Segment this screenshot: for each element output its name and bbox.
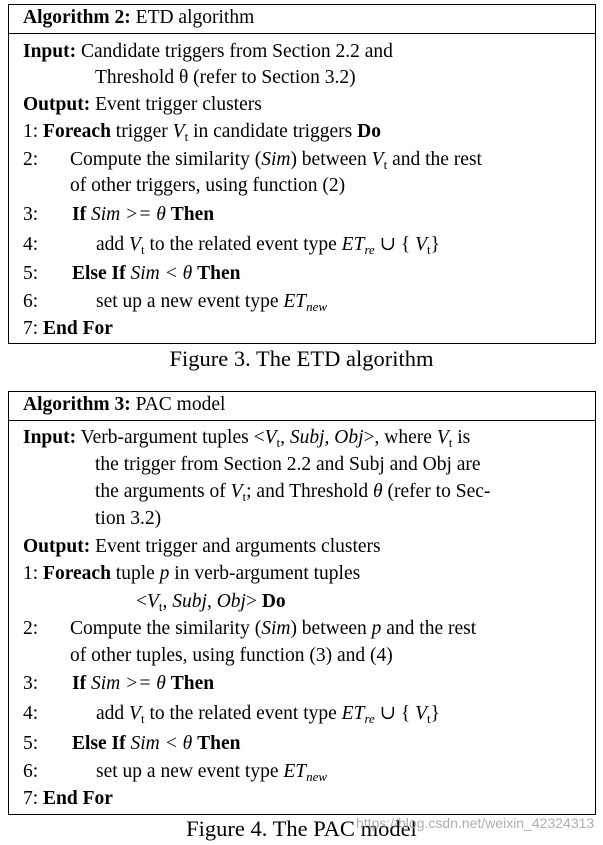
step-2-continued: of other tuples, using function (3) and (4) — [70, 645, 393, 666]
step-4: add $V_t$ to the related event type $ET_{re}$ ∪ { $V_t$} — [96, 703, 441, 726]
step-7: 7: End For — [23, 788, 113, 809]
algorithm-label: Algorithm 3: — [23, 394, 131, 415]
step-3-number: 3: — [23, 673, 39, 694]
step-6-number: 6: — [23, 291, 39, 312]
step-3: If Sim >= θ Then — [72, 673, 215, 694]
input-line: Input: Candidate triggers from Section 2.2 and — [23, 41, 393, 62]
output-line: Output: Event trigger clusters — [23, 94, 262, 115]
step-2-continued: of other triggers, using function (2) — [70, 175, 346, 196]
algorithm-3-box — [8, 391, 596, 815]
step-5-number: 5: — [23, 263, 39, 284]
input-line: Input: Verb-argument tuples $<V_t$, Subj, Obj>, where $V_t$ is — [23, 427, 471, 450]
step-4: add $V_t$ to the related event type $ET_{re}$ ∪ { $V_t$} — [96, 234, 441, 257]
figure-4-caption: Figure 4. The PAC model — [186, 816, 417, 841]
algorithm-2-box — [8, 4, 596, 344]
step-4-number: 4: — [23, 703, 39, 724]
step-5: Else If Sim < θ Then — [72, 733, 241, 754]
algorithm-label: Algorithm 2: — [23, 7, 131, 28]
step-7: 7: End For — [23, 318, 113, 339]
step-5: Else If Sim < θ Then — [72, 263, 241, 284]
step-1: 1: Foreach tuple p in verb-argument tuples — [23, 563, 361, 584]
step-5-number: 5: — [23, 733, 39, 754]
step-1-continued: $<V_t$, Subj, Obj> Do — [136, 591, 286, 614]
output-line: Output: Event trigger and arguments clusters — [23, 536, 381, 557]
step-2-number: 2: — [23, 618, 39, 639]
step-6: set up a new event type $ET_{new}$ — [96, 761, 328, 784]
step-4-number: 4: — [23, 234, 39, 255]
step-6-number: 6: — [23, 761, 39, 782]
step-3: If Sim >= θ Then — [72, 204, 215, 225]
step-1: 1: Foreach trigger $V_t$ in candidate triggers Do — [23, 121, 381, 144]
step-2-number: 2: — [23, 149, 39, 170]
figure-3-caption: Figure 3. The ETD algorithm — [169, 346, 434, 371]
watermark-text: https://blog.csdn.net/weixin_42324313 — [356, 815, 595, 831]
algorithm-name: ETD algorithm — [135, 7, 255, 28]
input-line-continued: tion 3.2) — [95, 508, 162, 529]
input-line-continued: the trigger from Section 2.2 and Subj and Obj are — [95, 454, 481, 475]
algorithm-name: PAC model — [135, 394, 226, 415]
step-3-number: 3: — [23, 204, 39, 225]
step-2: Compute the similarity (Sim) between p and the rest — [70, 618, 477, 639]
algorithm-2-header — [9, 5, 595, 34]
input-line-continued: Threshold θ (refer to Section 3.2) — [95, 67, 356, 88]
step-6: set up a new event type $ET_{new}$ — [96, 291, 328, 314]
input-line-continued: the arguments of $V_t$; and Threshold θ (refer to Sec- — [95, 481, 491, 504]
algorithm-3-header — [9, 392, 595, 421]
step-2: Compute the similarity (Sim) between $V_t$ and the rest — [70, 149, 482, 172]
